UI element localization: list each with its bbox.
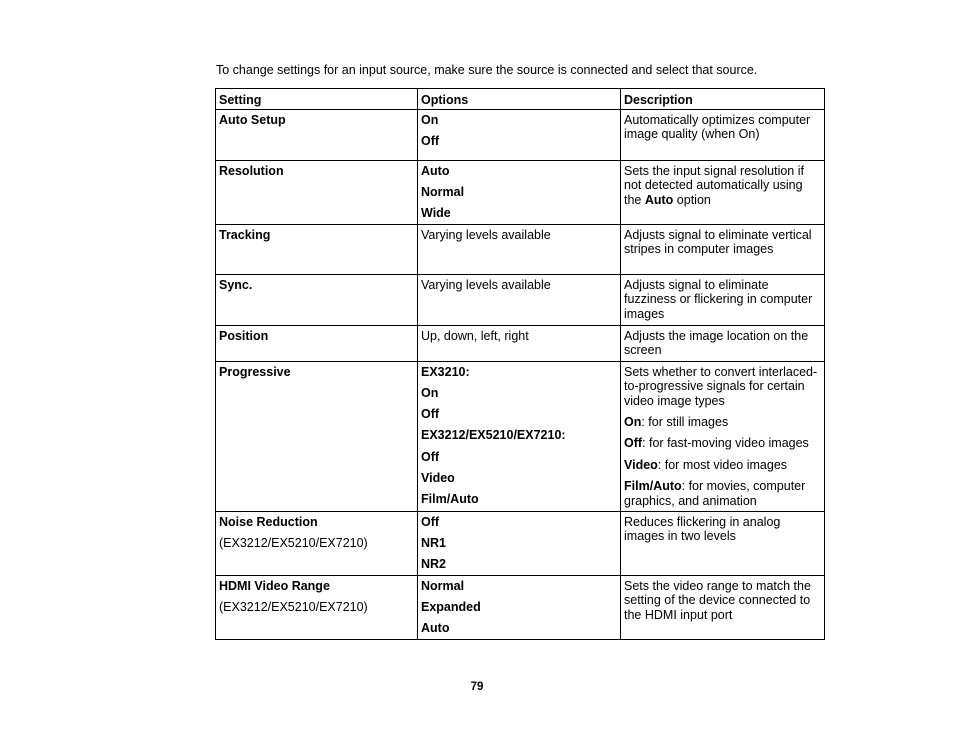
option-value: Off xyxy=(421,449,440,464)
options-cell xyxy=(418,361,621,511)
setting-cell xyxy=(216,274,418,325)
description-bold-term: Off xyxy=(624,436,643,451)
setting-name: Auto Setup xyxy=(219,112,286,127)
options-cell xyxy=(418,109,621,160)
setting-cell xyxy=(216,160,418,224)
description-text: : for most video images xyxy=(657,457,788,472)
description-text: Adjusts signal to eliminate fuzziness or flickering in computer images xyxy=(624,277,813,321)
description-item xyxy=(624,479,821,508)
option-value: Normal xyxy=(421,184,465,199)
setting-cell xyxy=(216,575,418,639)
description-bold-term: Auto xyxy=(644,192,674,207)
options-cell xyxy=(418,274,621,325)
option-value: Off xyxy=(421,133,440,148)
settings-table xyxy=(215,88,825,640)
option-value: NR1 xyxy=(421,535,447,550)
setting-name: Noise Reduction xyxy=(219,514,318,529)
description-bold-term: On xyxy=(624,415,642,430)
description-text: Sets the video range to match the setting of the device connected to the HDMI input port xyxy=(624,578,811,622)
setting-cell xyxy=(216,361,418,511)
setting-name: Resolution xyxy=(219,163,284,178)
description-text: : for still images xyxy=(641,415,729,430)
table-row xyxy=(216,274,825,325)
setting-cell xyxy=(216,224,418,274)
option-value: Normal xyxy=(421,578,465,593)
setting-name: Sync. xyxy=(219,277,253,292)
description-cell xyxy=(621,361,825,511)
description-cell xyxy=(621,160,825,224)
options-cell xyxy=(418,224,621,274)
option-value: Auto xyxy=(421,621,450,636)
description-cell xyxy=(621,224,825,274)
description-text: Reduces flickering in analog images in two levels xyxy=(624,514,781,544)
setting-note: (EX3212/EX5210/EX7210) xyxy=(219,599,368,614)
description-text: Adjusts signal to eliminate vertical stripes in computer images xyxy=(624,227,812,257)
options-cell xyxy=(418,325,621,361)
option-value: Expanded xyxy=(421,599,481,614)
page-number: 79 xyxy=(470,681,484,693)
description-text: Automatically optimizes computer image quality (when On) xyxy=(624,112,811,142)
table-row xyxy=(216,361,825,511)
setting-cell xyxy=(216,325,418,361)
option-value: Auto xyxy=(421,163,450,178)
description-text: option xyxy=(673,192,711,207)
setting-name: HDMI Video Range xyxy=(219,578,330,593)
description-cell xyxy=(621,511,825,575)
options-cell xyxy=(418,160,621,224)
description-text: : for fast-moving video images xyxy=(642,436,809,451)
option-value: Varying levels available xyxy=(421,277,551,292)
table-row xyxy=(216,575,825,639)
option-value: EX3210: xyxy=(421,364,470,379)
description-bold-term: Film/Auto xyxy=(624,478,682,493)
setting-cell xyxy=(216,511,418,575)
header-description: Description xyxy=(621,89,825,110)
setting-cell xyxy=(216,109,418,160)
option-value: EX3212/EX5210/EX7210: xyxy=(421,428,566,443)
option-value: Up, down, left, right xyxy=(421,328,529,343)
description-text: Sets whether to convert interlaced-to-progressive signals for certain video image types xyxy=(624,364,818,408)
description-cell xyxy=(621,325,825,361)
options-cell xyxy=(418,511,621,575)
setting-name: Progressive xyxy=(219,364,291,379)
option-value: Film/Auto xyxy=(421,492,479,507)
description-cell xyxy=(621,575,825,639)
header-options: Options xyxy=(418,89,621,110)
option-value: Video xyxy=(421,471,455,485)
description-text: Adjusts the image location on the screen xyxy=(624,328,809,358)
table-row xyxy=(216,224,825,274)
description-text: : for movies, computer graphics, and animation xyxy=(624,478,806,508)
option-value: Off xyxy=(421,514,440,529)
setting-note: (EX3212/EX5210/EX7210) xyxy=(219,535,368,550)
description-item xyxy=(624,436,821,451)
table-row xyxy=(216,160,825,224)
description-cell xyxy=(621,109,825,160)
description-item xyxy=(624,415,821,430)
table-row xyxy=(216,325,825,361)
option-value: On xyxy=(421,112,439,127)
description-cell xyxy=(621,274,825,325)
setting-name: Position xyxy=(219,328,269,343)
description-text: Sets the input signal resolution if not detected automatically using the xyxy=(624,163,804,207)
header-setting: Setting xyxy=(216,89,418,110)
intro-text: To change settings for an input source, make sure the source is connected and select that source. xyxy=(216,63,758,77)
options-cell xyxy=(418,575,621,639)
description-bold-term: Video xyxy=(624,457,658,472)
option-value: Wide xyxy=(421,206,451,221)
setting-name: Tracking xyxy=(219,227,271,242)
description-item xyxy=(624,458,821,473)
option-value: Off xyxy=(421,407,440,422)
table-header-row xyxy=(216,89,825,110)
option-value: Varying levels available xyxy=(421,227,551,242)
table-row xyxy=(216,109,825,160)
option-value: On xyxy=(421,385,439,400)
table-row xyxy=(216,511,825,575)
option-value: NR2 xyxy=(421,557,447,572)
